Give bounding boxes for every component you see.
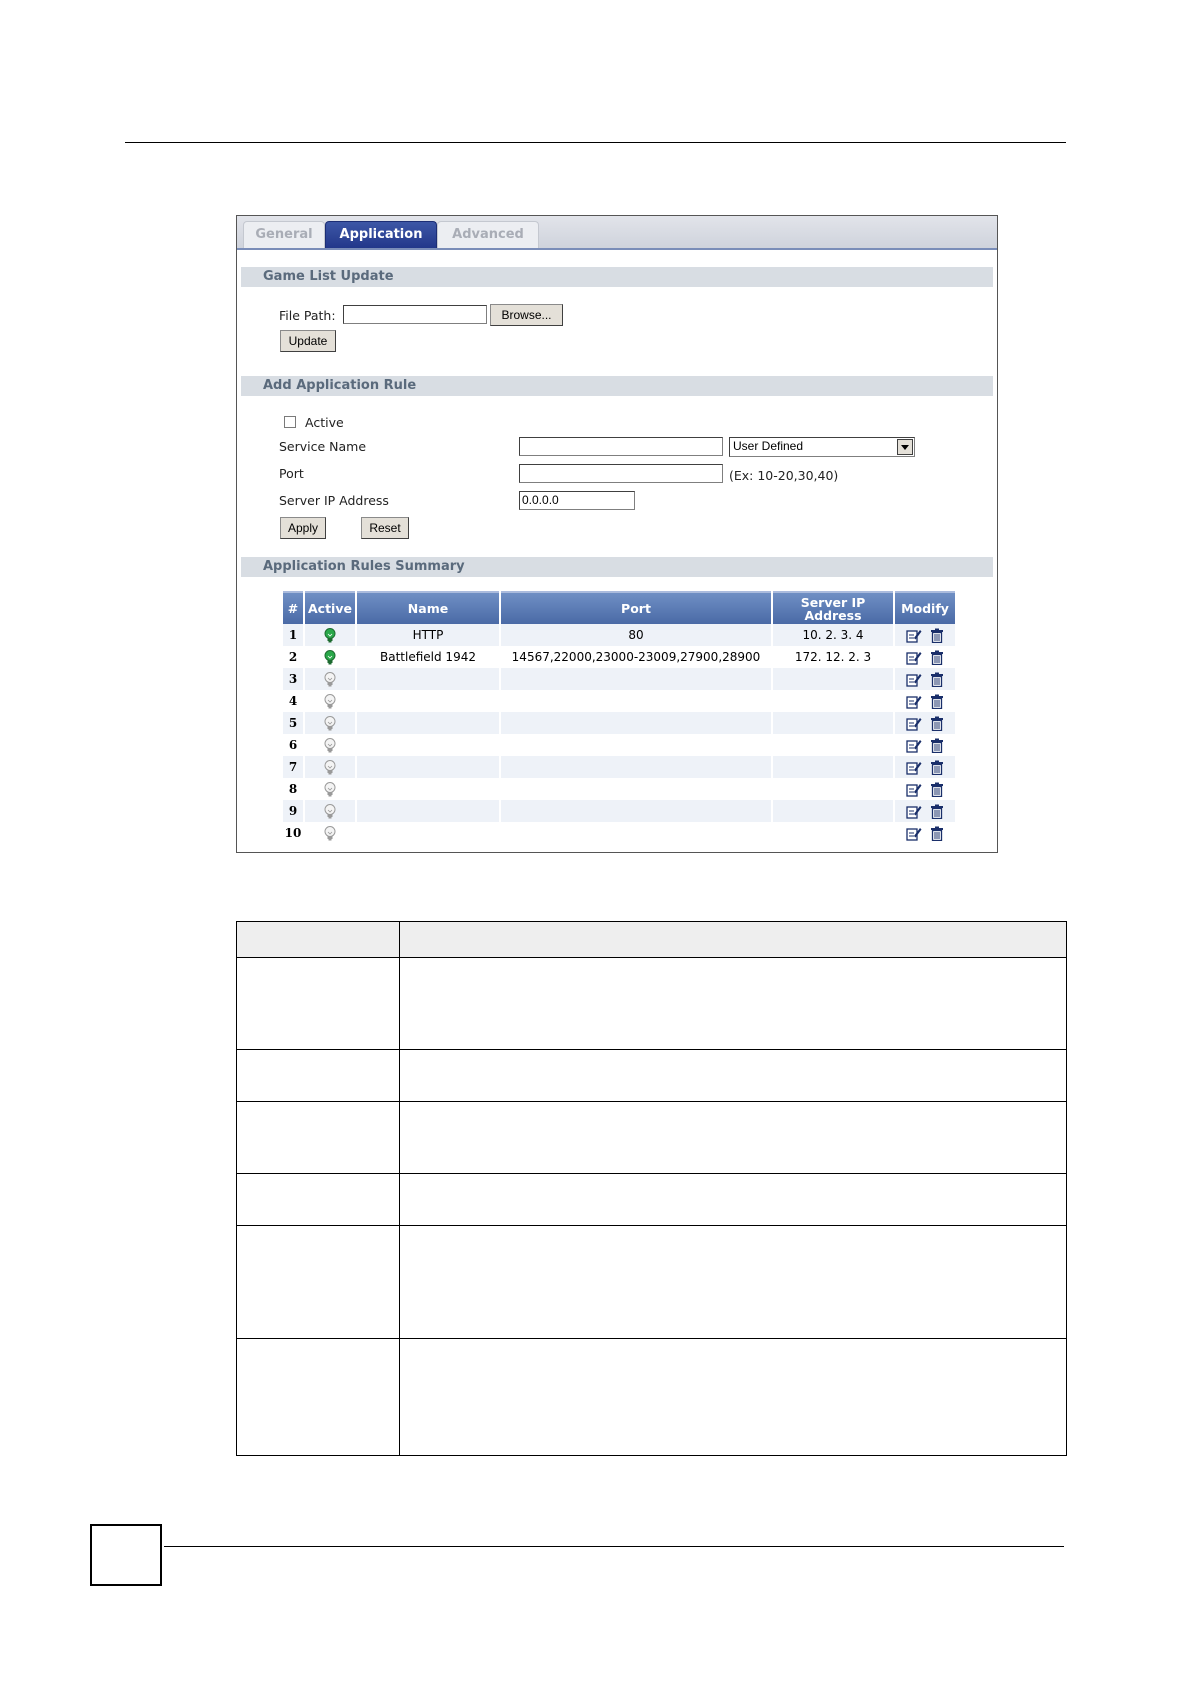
server-ip-input[interactable]: 0.0.0.0 bbox=[519, 491, 635, 510]
rule-name bbox=[357, 668, 499, 690]
rule-active bbox=[305, 756, 355, 778]
rule-modify bbox=[895, 624, 955, 646]
edit-icon[interactable] bbox=[906, 760, 922, 775]
rule-modify bbox=[895, 800, 955, 822]
page-number-box bbox=[90, 1524, 162, 1586]
table-row-divider bbox=[237, 1101, 1066, 1102]
edit-icon[interactable] bbox=[906, 694, 922, 709]
edit-icon[interactable] bbox=[906, 782, 922, 797]
rule-active bbox=[305, 778, 355, 800]
rule-number: 8 bbox=[283, 778, 303, 800]
rule-number: 10 bbox=[283, 822, 303, 844]
bulb-icon bbox=[324, 672, 336, 687]
trash-icon[interactable] bbox=[930, 716, 944, 731]
table-row-divider bbox=[237, 1338, 1066, 1339]
trash-icon[interactable] bbox=[930, 628, 944, 643]
column-header-server-ip: Server IP Address bbox=[773, 591, 893, 624]
rule-server-ip bbox=[773, 822, 893, 844]
rule-number: 4 bbox=[283, 690, 303, 712]
column-header-number: # bbox=[283, 591, 303, 624]
table-row bbox=[283, 778, 955, 800]
table-row bbox=[283, 822, 955, 844]
trash-icon[interactable] bbox=[930, 804, 944, 819]
rule-active bbox=[305, 646, 355, 668]
tab-general[interactable]: General bbox=[243, 221, 325, 248]
rule-modify bbox=[895, 690, 955, 712]
rule-name: HTTP bbox=[357, 624, 499, 646]
application-screen bbox=[236, 215, 998, 853]
rule-modify bbox=[895, 646, 955, 668]
rule-active bbox=[305, 734, 355, 756]
trash-icon[interactable] bbox=[930, 738, 944, 753]
rule-port bbox=[501, 712, 771, 734]
column-header-modify: Modify bbox=[895, 591, 955, 624]
table-row-divider bbox=[237, 1049, 1066, 1050]
section-game-list-update: Game List Update bbox=[241, 267, 993, 287]
rule-modify bbox=[895, 712, 955, 734]
column-header-active: Active bbox=[305, 591, 355, 624]
rule-number: 1 bbox=[283, 624, 303, 646]
service-name-input[interactable] bbox=[519, 437, 723, 456]
trash-icon[interactable] bbox=[930, 760, 944, 775]
edit-icon[interactable] bbox=[906, 672, 922, 687]
rule-server-ip bbox=[773, 778, 893, 800]
table-row bbox=[283, 624, 955, 646]
rule-port: 80 bbox=[501, 624, 771, 646]
trash-icon[interactable] bbox=[930, 672, 944, 687]
table-row bbox=[283, 734, 955, 756]
bulb-icon bbox=[324, 716, 336, 731]
rule-port bbox=[501, 778, 771, 800]
rule-modify bbox=[895, 668, 955, 690]
bulb-icon bbox=[324, 694, 336, 709]
rule-port: 14567,22000,23000-23009,27900,28900 bbox=[501, 646, 771, 668]
rule-modify bbox=[895, 822, 955, 844]
rule-active bbox=[305, 712, 355, 734]
rule-active bbox=[305, 690, 355, 712]
port-hint: (Ex: 10-20,30,40) bbox=[729, 468, 839, 483]
header-rule bbox=[125, 142, 1066, 143]
rule-port bbox=[501, 668, 771, 690]
rule-port bbox=[501, 822, 771, 844]
description-table-header bbox=[237, 922, 1066, 958]
rule-server-ip bbox=[773, 734, 893, 756]
rule-port bbox=[501, 734, 771, 756]
trash-icon[interactable] bbox=[930, 826, 944, 841]
rule-name bbox=[357, 734, 499, 756]
rules-table bbox=[281, 591, 957, 844]
chevron-down-icon[interactable] bbox=[897, 439, 913, 455]
rule-number: 7 bbox=[283, 756, 303, 778]
rule-name bbox=[357, 690, 499, 712]
table-row bbox=[283, 800, 955, 822]
rule-modify bbox=[895, 778, 955, 800]
trash-icon[interactable] bbox=[930, 650, 944, 665]
tab-bar bbox=[237, 216, 997, 250]
rule-port bbox=[501, 756, 771, 778]
rule-name bbox=[357, 756, 499, 778]
rule-number: 2 bbox=[283, 646, 303, 668]
port-label: Port bbox=[279, 466, 304, 481]
rule-number: 9 bbox=[283, 800, 303, 822]
rule-server-ip bbox=[773, 800, 893, 822]
rule-number: 6 bbox=[283, 734, 303, 756]
rule-number: 3 bbox=[283, 668, 303, 690]
bulb-icon bbox=[324, 628, 336, 643]
bulb-icon bbox=[324, 804, 336, 819]
rule-name: Battlefield 1942 bbox=[357, 646, 499, 668]
rule-server-ip bbox=[773, 690, 893, 712]
service-select-value: User Defined bbox=[733, 439, 804, 453]
table-row-divider bbox=[237, 1225, 1066, 1226]
rule-active bbox=[305, 822, 355, 844]
rule-name bbox=[357, 712, 499, 734]
section-application-rules-summary: Application Rules Summary bbox=[241, 557, 993, 577]
server-ip-label: Server IP Address bbox=[279, 493, 389, 508]
service-select[interactable] bbox=[729, 437, 915, 457]
rule-server-ip: 10. 2. 3. 4 bbox=[773, 624, 893, 646]
table-row bbox=[283, 646, 955, 668]
table-row bbox=[283, 668, 955, 690]
rule-name bbox=[357, 822, 499, 844]
rule-name bbox=[357, 800, 499, 822]
rule-active bbox=[305, 668, 355, 690]
rule-port bbox=[501, 800, 771, 822]
edit-icon[interactable] bbox=[906, 804, 922, 819]
rule-server-ip: 172. 12. 2. 3 bbox=[773, 646, 893, 668]
bulb-icon bbox=[324, 738, 336, 753]
trash-icon[interactable] bbox=[930, 782, 944, 797]
description-table bbox=[236, 921, 1067, 1456]
active-checkbox[interactable] bbox=[284, 416, 296, 428]
file-path-label: File Path: bbox=[279, 308, 336, 323]
table-row-divider bbox=[237, 1173, 1066, 1174]
rule-port bbox=[501, 690, 771, 712]
reset-button[interactable]: Reset bbox=[361, 517, 409, 539]
column-header-name: Name bbox=[357, 591, 499, 624]
edit-icon[interactable] bbox=[906, 628, 922, 643]
bulb-icon bbox=[324, 760, 336, 775]
apply-button[interactable]: Apply bbox=[280, 517, 326, 539]
table-row bbox=[283, 712, 955, 734]
rule-name bbox=[357, 778, 499, 800]
rule-number: 5 bbox=[283, 712, 303, 734]
trash-icon[interactable] bbox=[930, 694, 944, 709]
port-input[interactable] bbox=[519, 464, 723, 483]
column-header-port: Port bbox=[501, 591, 771, 624]
browse-button[interactable]: Browse... bbox=[490, 304, 563, 326]
footer-rule bbox=[164, 1546, 1064, 1547]
edit-icon[interactable] bbox=[906, 738, 922, 753]
tab-advanced[interactable]: Advanced bbox=[437, 221, 539, 248]
rule-modify bbox=[895, 734, 955, 756]
edit-icon[interactable] bbox=[906, 826, 922, 841]
rule-active bbox=[305, 800, 355, 822]
edit-icon[interactable] bbox=[906, 716, 922, 731]
bulb-icon bbox=[324, 826, 336, 841]
table-row bbox=[283, 690, 955, 712]
edit-icon[interactable] bbox=[906, 650, 922, 665]
rule-active bbox=[305, 624, 355, 646]
update-button[interactable]: Update bbox=[280, 330, 336, 352]
tab-application[interactable]: Application bbox=[325, 221, 437, 248]
active-label: Active bbox=[305, 415, 344, 430]
bulb-icon bbox=[324, 782, 336, 797]
file-path-input[interactable] bbox=[343, 305, 487, 324]
bulb-icon bbox=[324, 650, 336, 665]
section-add-application-rule: Add Application Rule bbox=[241, 376, 993, 396]
service-name-label: Service Name bbox=[279, 439, 367, 454]
table-row bbox=[283, 756, 955, 778]
rule-server-ip bbox=[773, 668, 893, 690]
rule-server-ip bbox=[773, 712, 893, 734]
rule-server-ip bbox=[773, 756, 893, 778]
table-column-divider bbox=[399, 922, 400, 1455]
rule-modify bbox=[895, 756, 955, 778]
